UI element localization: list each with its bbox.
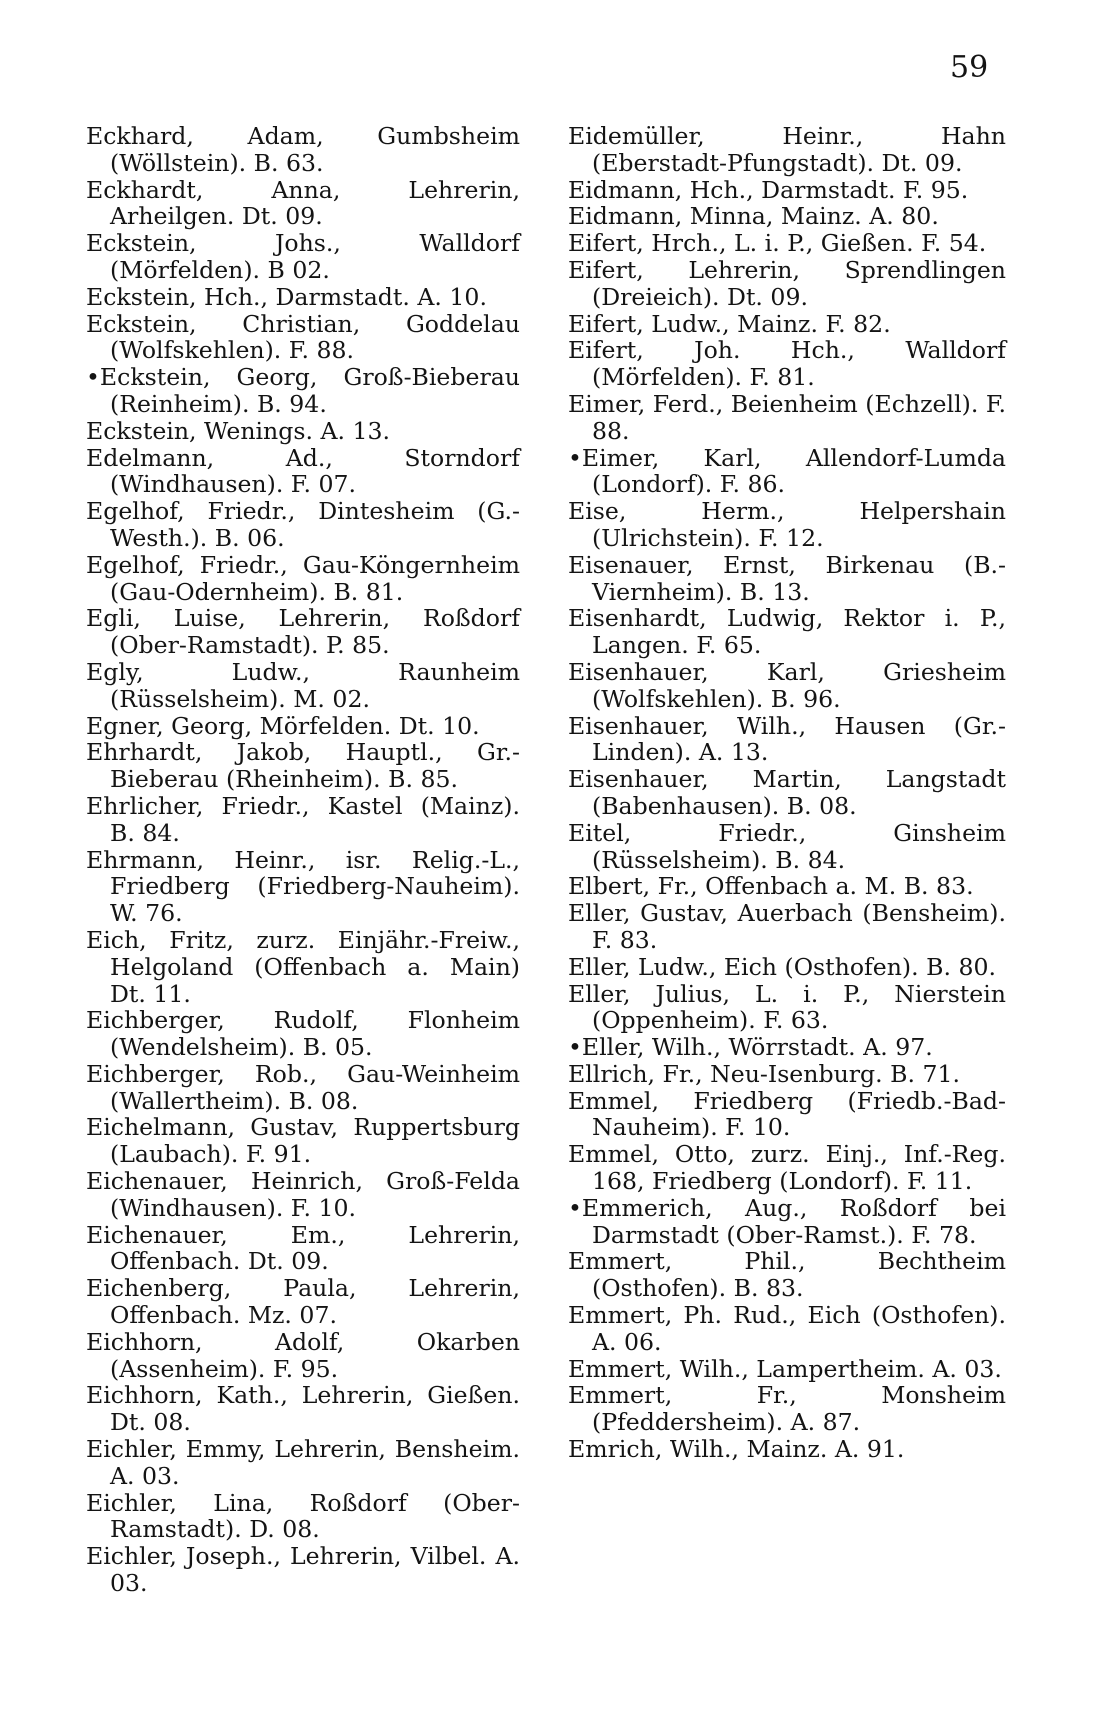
directory-entry: Egly, Ludw., Raunheim (Rüsselsheim). M. 02. (86, 657, 520, 713)
directory-entry: •Eckstein, Georg, Groß-Bieberau (Reinheim). B. 94. (86, 363, 520, 418)
directory-entry: Eichler, Emmy, Lehrerin, Bensheim. A. 03. (86, 1435, 520, 1490)
directory-entry: Eisenhauer, Karl, Griesheim (Wolfskehlen). B. 96. (568, 657, 1006, 713)
directory-entry: Eller, Ludw., Eich (Osthofen). B. 80. (568, 952, 996, 981)
directory-entry: Eckstein, Wenings. A. 13. (86, 416, 391, 445)
directory-entry: Ehrlicher, Friedr., Kastel (Mainz). B. 84. (86, 791, 520, 847)
directory-entry: Egelhof, Friedr., Gau-Köngernheim (Gau-Odernheim). B. 81. (86, 550, 520, 606)
directory-entry: Eich, Fritz, zurz. Einjähr.-Freiw., Helgoland (Offenbach a. Main) Dt. 11. (86, 925, 520, 1008)
directory-entry: Eimer, Ferd., Beienheim (Echzell). F. 88. (568, 389, 1007, 445)
directory-entry: Ehrmann, Heinr., isr. Relig.-L., Friedberg (Friedberg-Nauheim). W. 76. (86, 845, 520, 928)
directory-entry: Ellrich, Fr., Neu-Isenburg. B. 71. (568, 1059, 961, 1088)
directory-entry: Egner, Georg, Mörfelden. Dt. 10. (86, 711, 480, 740)
directory-entry: Eckstein, Hch., Darmstadt. A. 10. (86, 282, 487, 311)
directory-entry: Eifert, Lehrerin, Sprendlingen (Dreieich). Dt. 09. (568, 255, 1006, 311)
directory-entry: Eckhard, Adam, Gumbsheim (Wöllstein). B. 63. (86, 122, 520, 177)
directory-entry: Eller, Gustav, Auerbach (Bensheim). F. 83. (568, 899, 1006, 954)
directory-entry: Eisenhardt, Ludwig, Rektor i. P., Langen. F. 65. (568, 604, 1006, 660)
directory-entry: Eichler, Joseph., Lehrerin, Vilbel. A. 03. (86, 1542, 520, 1598)
directory-entry: Eifert, Joh. Hch., Walldorf (Mörfelden). F. 81. (568, 336, 1006, 392)
directory-entry: Eise, Herm., Helpershain (Ulrichstein). F. 12. (568, 497, 1006, 552)
directory-entry: Emmert, Phil., Bechtheim (Osthofen). B. 83. (568, 1247, 1006, 1303)
directory-entry: Eller, Julius, L. i. P., Nierstein (Oppenheim). F. 63. (568, 979, 1006, 1035)
directory-entry: Eichenauer, Em., Lehrerin, Offenbach. Dt. 09. (86, 1220, 520, 1276)
directory-entry: Emmel, Otto, zurz. Einj., Inf.-Reg. 168, Friedberg (Londorf). F. 11. (568, 1140, 1006, 1196)
directory-entry: Eichberger, Rudolf, Flonheim (Wendelsheim). B. 05. (86, 1006, 520, 1062)
directory-entry: Eidemüller, Heinr., Hahn (Eberstadt-Pfungstadt). Dt. 09. (568, 122, 1006, 177)
directory-entry: Eitel, Friedr., Ginsheim (Rüsselsheim). B. 84. (568, 818, 1006, 874)
directory-entry: Eichler, Lina, Roßdorf (Ober-Ramstadt). D. 08. (86, 1488, 520, 1544)
directory-entry: Egelhof, Friedr., Dintesheim (G.-Westh.). B. 06. (86, 497, 520, 552)
directory-entry: Eisenhauer, Wilh., Hausen (Gr.-Linden). A. 13. (568, 711, 1006, 767)
directory-entry: Elbert, Fr., Offenbach a. M. B. 83. (568, 872, 974, 901)
directory-entry: •Eller, Wilh., Wörrstadt. A. 97. (568, 1033, 933, 1062)
directory-entry: Emrich, Wilh., Mainz. A. 91. (568, 1435, 905, 1464)
directory-entry: Eckhardt, Anna, Lehrerin, Arheilgen. Dt. 09. (86, 175, 520, 231)
page-number: 59 (950, 50, 989, 85)
directory-entry: Eisenhauer, Martin, Langstadt (Babenhausen). B. 08. (568, 765, 1006, 820)
directory-entry: Eichhorn, Kath., Lehrerin, Gießen. Dt. 08. (86, 1381, 520, 1437)
directory-entry: Eichenberg, Paula, Lehrerin, Offenbach. Mz. 07. (86, 1274, 520, 1330)
directory-entry: Eichberger, Rob., Gau-Weinheim (Wallertheim). B. 08. (86, 1059, 520, 1115)
right-column (568, 123, 1006, 1463)
directory-entry: Eidmann, Hch., Darmstadt. F. 95. (568, 175, 969, 204)
left-column (86, 123, 520, 1597)
directory-entry: •Emmerich, Aug., Roßdorf bei Darmstadt (Ober-Ramst.). F. 78. (568, 1193, 1006, 1249)
directory-entry: Eichelmann, Gustav, Ruppertsburg (Laubach). F. 91. (86, 1113, 520, 1169)
directory-entry: •Eimer, Karl, Allendorf-Lumda (Londorf). F. 86. (568, 443, 1006, 499)
directory-entry: Eisenauer, Ernst, Birkenau (B.-Viernheim). B. 13. (568, 550, 1006, 606)
directory-entry: Emmert, Ph. Rud., Eich (Osthofen). A. 06. (568, 1301, 1006, 1356)
directory-entry: Eifert, Ludw., Mainz. F. 82. (568, 309, 891, 338)
directory-entry: Eckstein, Johs., Walldorf (Mörfelden). B 02. (86, 229, 520, 284)
directory-entry: Eifert, Hrch., L. i. P., Gießen. F. 54. (568, 229, 987, 258)
directory-entry: Eckstein, Christian, Goddelau (Wolfskehlen). F. 88. (86, 309, 520, 365)
directory-entry: Eidmann, Minna, Mainz. A. 80. (568, 202, 939, 231)
directory-entry: Emmert, Wilh., Lampertheim. A. 03. (568, 1354, 1002, 1383)
directory-entry: Egli, Luise, Lehrerin, Roßdorf (Ober-Ramstadt). P. 85. (86, 604, 520, 660)
directory-entry: Eichhorn, Adolf, Okarben (Assenheim). F. 95. (86, 1327, 520, 1383)
directory-entry: Eichenauer, Heinrich, Groß-Felda (Windhausen). F. 10. (86, 1167, 520, 1222)
directory-entry: Ehrhardt, Jakob, Hauptl., Gr.-Bieberau (Rheinheim). B. 85. (86, 738, 520, 794)
directory-entry: Emmert, Fr., Monsheim (Pfeddersheim). A. 87. (568, 1381, 1006, 1437)
directory-entry: Emmel, Friedberg (Friedb.-Bad-Nauheim). F. 10. (568, 1086, 1006, 1142)
directory-entry: Edelmann, Ad., Storndorf (Windhausen). F. 07. (86, 443, 520, 499)
